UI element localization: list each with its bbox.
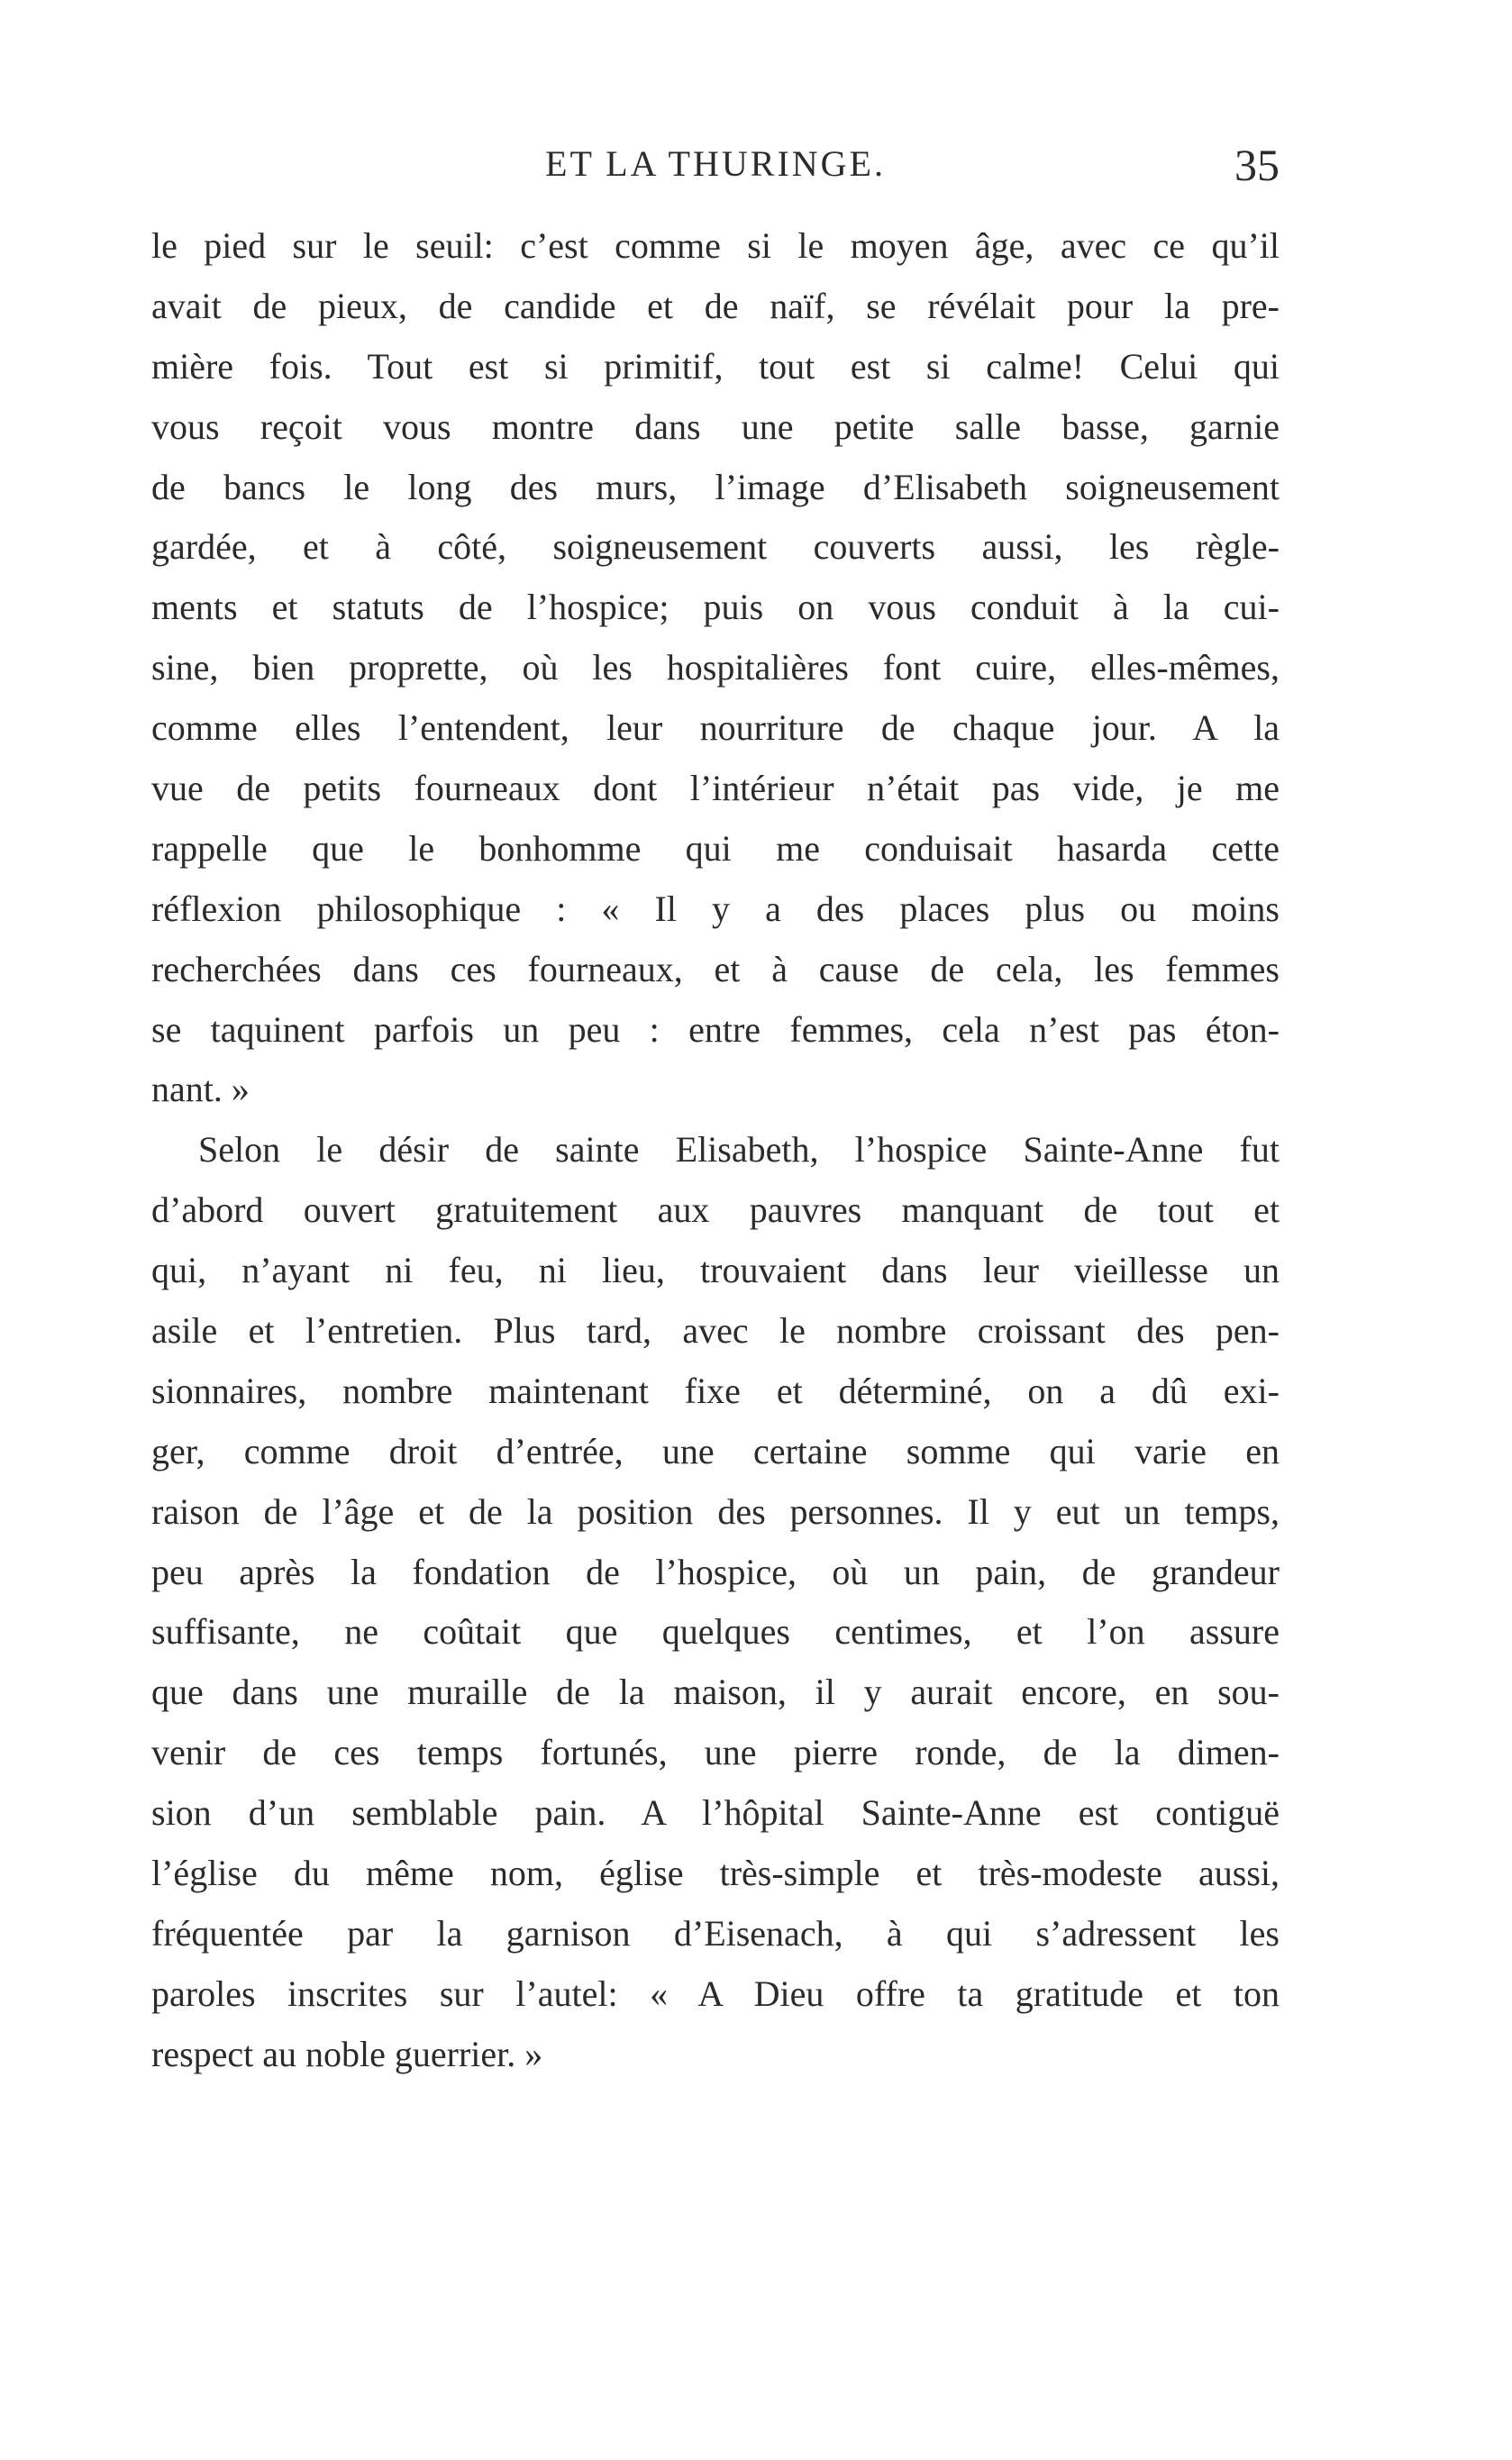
text-line: venir de ces temps fortunés, une pierre ronde, de la dimen- (151, 1732, 1280, 1773)
text-line: sion d’un semblable pain. A l’hôpital Sainte-Anne est contiguë (151, 1792, 1280, 1834)
text-line: sionnaires, nombre maintenant fixe et déterminé, on a dû exi- (151, 1370, 1280, 1411)
text-line: l’église du même nom, église très-simple et très-modeste aussi, (151, 1853, 1280, 1894)
text-line: comme elles l’entendent, leur nourriture de chaque jour. A la (151, 707, 1280, 749)
text-line: de bancs le long des murs, l’image d’Elisabeth soigneusement (151, 466, 1280, 507)
text-line: rappelle que le bonhomme qui me conduisait hasarda cette (151, 827, 1280, 869)
text-line: nant. » (151, 1069, 250, 1110)
text-line: raison de l’âge et de la position des personnes. Il y eut un temps, (151, 1490, 1280, 1532)
text-line: recherchées dans ces fourneaux, et à cause de cela, les femmes (151, 948, 1280, 989)
text-line: fréquentée par la garnison d’Eisenach, à qui s’adressent les (151, 1912, 1280, 1954)
text-line: d’abord ouvert gratuitement aux pauvres manquant de tout et (151, 1189, 1280, 1231)
text-line: qui, n’ayant ni feu, ni lieu, trouvaient dans leur vieillesse un (151, 1250, 1280, 1291)
text-line: avait de pieux, de candide et de naïf, se révélait pour la pre- (151, 285, 1280, 326)
text-line: asile et l’entretien. Plus tard, avec le nombre croissant des pen- (151, 1310, 1280, 1352)
text-line: le pied sur le seuil: c’est comme si le moyen âge, avec ce qu’il (151, 225, 1280, 266)
text-line: peu après la fondation de l’hospice, où un pain, de grandeur (151, 1551, 1280, 1592)
text-line: gardée, et à côté, soigneusement couverts aussi, les règle- (151, 526, 1280, 568)
text-line: ger, comme droit d’entrée, une certaine somme qui varie en (151, 1430, 1280, 1471)
running-head (151, 142, 1280, 196)
text-line: réflexion philosophique : « Il y a des places plus ou moins (151, 888, 1280, 929)
text-line: paroles inscrites sur l’autel: « A Dieu offre ta gratitude et ton (151, 1973, 1280, 2014)
running-title: ET LA THURINGE. (545, 143, 886, 184)
page-number: 35 (1234, 140, 1280, 190)
text-line: ments et statuts de l’hospice; puis on vous conduit à la cui- (151, 587, 1280, 628)
text-line: que dans une muraille de la maison, il y aurait encore, en sou- (151, 1672, 1280, 1713)
text-line: Selon le désir de sainte Elisabeth, l’hospice Sainte-Anne fut (198, 1129, 1280, 1171)
body-text (151, 216, 1280, 2085)
text-line: respect au noble guerrier. » (151, 2033, 543, 2074)
text-line: mière fois. Tout est si primitif, tout est si calme! Celui qui (151, 345, 1280, 387)
text-line: se taquinent parfois un peu : entre femmes, cela n’est pas éton- (151, 1008, 1280, 1050)
text-line: suffisante, ne coûtait que quelques centimes, et l’on assure (151, 1611, 1280, 1653)
text-line: vous reçoit vous montre dans une petite salle basse, garnie (151, 405, 1280, 447)
text-line: sine, bien proprette, où les hospitalières font cuire, elles-mêmes, (151, 647, 1280, 688)
text-line: vue de petits fourneaux dont l’intérieur n’était pas vide, je me (151, 768, 1280, 809)
